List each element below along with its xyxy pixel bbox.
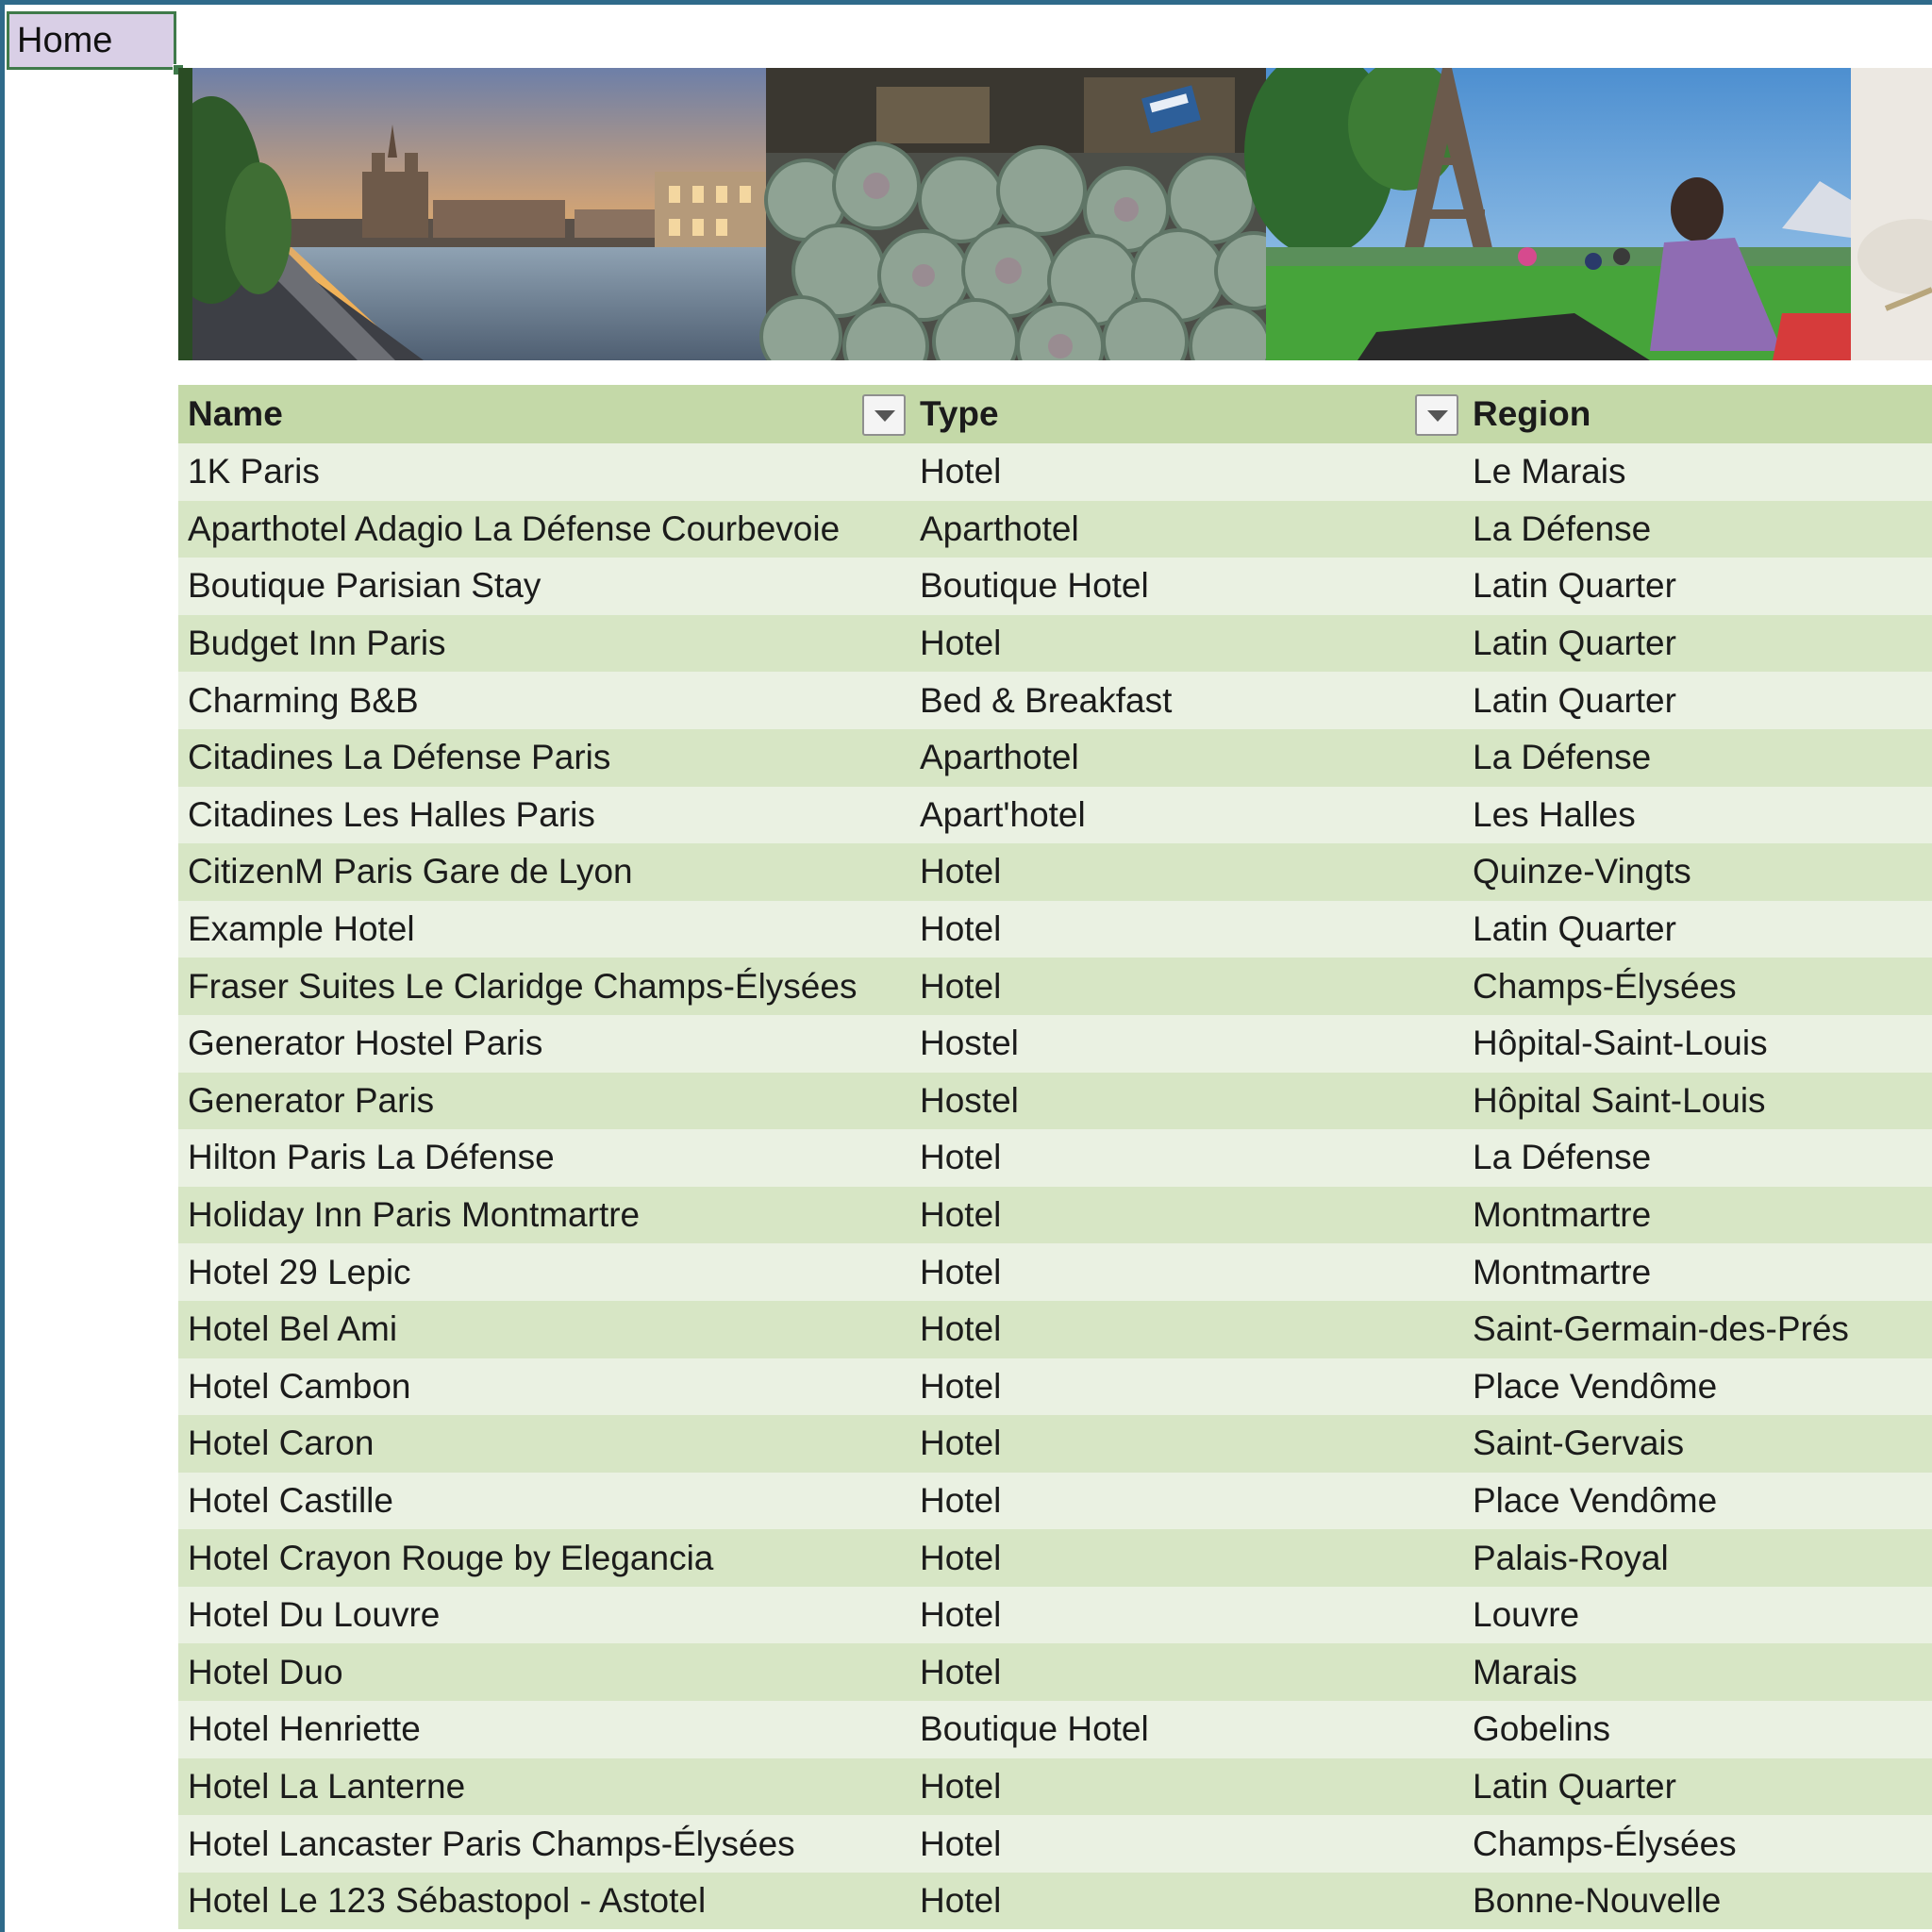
header-name: Name (188, 394, 283, 433)
cell-region[interactable]: Place Vendôme (1473, 1480, 1718, 1520)
cell-type[interactable]: Hostel (920, 1080, 1019, 1120)
table-row[interactable] (178, 1358, 1932, 1416)
table-body (178, 443, 1932, 1929)
cell-type[interactable]: Aparthotel (920, 508, 1079, 548)
table-row[interactable] (178, 901, 1932, 958)
cell-region[interactable]: Montmartre (1473, 1252, 1652, 1291)
table-row[interactable] (178, 443, 1932, 501)
cell-name[interactable]: Hotel Castille (188, 1480, 393, 1520)
cell-region[interactable]: La Défense (1473, 508, 1652, 548)
cell-type[interactable]: Hotel (920, 966, 1002, 1006)
table-row[interactable] (178, 1301, 1932, 1358)
table-row[interactable] (178, 1643, 1932, 1701)
cell-type[interactable]: Hotel (920, 1480, 1002, 1520)
table-row[interactable] (178, 1015, 1932, 1073)
cell-name[interactable]: Hotel Caron (188, 1424, 375, 1463)
cell-type[interactable]: Apart'hotel (920, 794, 1086, 834)
cell-region[interactable]: Champs-Élysées (1473, 1824, 1737, 1863)
cell-name[interactable]: Hotel Cambon (188, 1366, 411, 1406)
table-row[interactable] (178, 1587, 1932, 1644)
cell-type[interactable]: Hotel (920, 1424, 1002, 1463)
cell-type[interactable]: Hotel (920, 1824, 1002, 1863)
table-row[interactable] (178, 1758, 1932, 1816)
cell-region[interactable]: Gobelins (1473, 1709, 1611, 1749)
cell-type[interactable]: Hotel (920, 1595, 1002, 1635)
cell-name[interactable]: Example Hotel (188, 909, 415, 949)
cell-region[interactable]: Bonne-Nouvelle (1473, 1881, 1722, 1921)
cell-region[interactable]: Marais (1473, 1652, 1578, 1691)
cell-name[interactable]: Holiday Inn Paris Montmartre (188, 1195, 641, 1235)
cell-name[interactable]: Charming B&B (188, 680, 419, 720)
home-cell[interactable] (7, 11, 176, 70)
cell-type[interactable]: Hotel (920, 1309, 1002, 1349)
cell-name[interactable]: Citadines Les Halles Paris (188, 794, 595, 834)
cell-region[interactable]: Montmartre (1473, 1195, 1652, 1235)
seine-notre-dame-sunset-photo (178, 68, 766, 360)
cell-region[interactable]: Saint-Gervais (1473, 1424, 1685, 1463)
frame-border-left (0, 0, 5, 1932)
cell-name[interactable]: Hotel Du Louvre (188, 1595, 441, 1635)
cell-region[interactable]: Saint-Germain-des-Prés (1473, 1309, 1849, 1349)
cell-name[interactable]: Hotel La Lanterne (188, 1766, 466, 1806)
cell-region[interactable]: Champs-Élysées (1473, 966, 1737, 1006)
banner-images (178, 68, 1932, 360)
cell-type[interactable]: Hotel (920, 909, 1002, 949)
cell-type[interactable]: Bed & Breakfast (920, 680, 1173, 720)
cell-type[interactable]: Hotel (920, 1652, 1002, 1691)
artichokes-market-photo (761, 68, 1291, 360)
table-row[interactable] (178, 1873, 1932, 1930)
cell-name[interactable]: Generator Paris (188, 1080, 435, 1120)
cell-type[interactable]: Hotel (920, 1881, 1002, 1921)
cell-name[interactable]: Aparthotel Adagio La Défense Courbevoie (188, 508, 841, 548)
cell-region[interactable]: Place Vendôme (1473, 1366, 1718, 1406)
cell-region[interactable]: Latin Quarter (1473, 1766, 1676, 1806)
cell-name[interactable]: 1K Paris (188, 452, 320, 491)
cell-name[interactable]: CitizenM Paris Gare de Lyon (188, 852, 633, 891)
cell-region[interactable]: Les Halles (1473, 794, 1636, 834)
partial-photo (1851, 68, 1932, 360)
cell-region[interactable]: Latin Quarter (1473, 680, 1676, 720)
table-row[interactable] (178, 958, 1932, 1015)
cell-region[interactable]: Latin Quarter (1473, 624, 1676, 663)
table-row[interactable] (178, 1243, 1932, 1301)
cell-name[interactable]: Hotel Lancaster Paris Champs-Élysées (188, 1824, 795, 1863)
header-region: Region (1473, 394, 1591, 433)
cell-name[interactable]: Hotel Bel Ami (188, 1309, 398, 1349)
cell-region[interactable]: Quinze-Vingts (1473, 852, 1691, 891)
cell-region[interactable]: La Défense (1473, 738, 1652, 777)
table-row[interactable] (178, 672, 1932, 729)
cell-type[interactable]: Hotel (920, 624, 1002, 663)
table-row[interactable] (178, 729, 1932, 787)
table-row[interactable] (178, 501, 1932, 558)
eiffel-tower-picnic-photo (1244, 68, 1851, 360)
cell-region[interactable]: Hôpital Saint-Louis (1473, 1080, 1766, 1120)
cell-name[interactable]: Budget Inn Paris (188, 624, 446, 663)
filter-dropdown-name[interactable] (862, 394, 906, 436)
cell-name[interactable]: Generator Hostel Paris (188, 1024, 543, 1063)
header-type: Type (920, 394, 999, 433)
cell-type[interactable]: Aparthotel (920, 738, 1079, 777)
cell-name[interactable]: Hotel Le 123 Sébastopol - Astotel (188, 1881, 707, 1921)
cell-name[interactable]: Hotel 29 Lepic (188, 1252, 411, 1291)
cell-type[interactable]: Hotel (920, 1538, 1002, 1577)
cell-type[interactable]: Boutique Hotel (920, 566, 1149, 606)
table-row[interactable] (178, 1187, 1932, 1244)
table-row[interactable] (178, 1529, 1932, 1587)
table-row[interactable] (178, 1415, 1932, 1473)
cell-name[interactable]: Hotel Crayon Rouge by Elegancia (188, 1538, 714, 1577)
cell-region[interactable]: Latin Quarter (1473, 909, 1676, 949)
home-cell-label: Home (17, 20, 113, 60)
frame-border-top (0, 0, 1932, 5)
cell-type[interactable]: Hotel (920, 1138, 1002, 1177)
cell-name[interactable]: Hilton Paris La Défense (188, 1138, 555, 1177)
cell-name[interactable]: Boutique Parisian Stay (188, 566, 541, 606)
cell-type[interactable]: Hotel (920, 452, 1002, 491)
table-header-row (178, 385, 1932, 443)
cell-type[interactable]: Hotel (920, 1252, 1002, 1291)
cell-type[interactable]: Hotel (920, 1766, 1002, 1806)
cell-region[interactable]: La Défense (1473, 1138, 1652, 1177)
table-row[interactable] (178, 787, 1932, 844)
cell-region[interactable]: Palais-Royal (1473, 1538, 1669, 1577)
hotels-table (178, 385, 1932, 1929)
table-row[interactable] (178, 1129, 1932, 1187)
cell-type[interactable]: Hotel (920, 1195, 1002, 1235)
cell-type[interactable]: Boutique Hotel (920, 1709, 1149, 1749)
table-row[interactable] (178, 1073, 1932, 1130)
cell-name[interactable]: Hotel Henriette (188, 1709, 421, 1749)
cell-name[interactable]: Fraser Suites Le Claridge Champs-Élysées (188, 966, 858, 1006)
filter-dropdown-type[interactable] (1415, 394, 1458, 436)
table-row[interactable] (178, 1473, 1932, 1530)
table-row[interactable] (178, 1815, 1932, 1873)
cell-type[interactable]: Hotel (920, 852, 1002, 891)
cell-name[interactable]: Hotel Duo (188, 1652, 343, 1691)
cell-region[interactable]: Hôpital-Saint-Louis (1473, 1024, 1768, 1063)
cell-region[interactable]: Louvre (1473, 1595, 1580, 1635)
cell-region[interactable]: Latin Quarter (1473, 566, 1676, 606)
table-row[interactable] (178, 843, 1932, 901)
cell-region[interactable]: Le Marais (1473, 452, 1626, 491)
table-row[interactable] (178, 558, 1932, 615)
cell-type[interactable]: Hostel (920, 1024, 1019, 1063)
cell-name[interactable]: Citadines La Défense Paris (188, 738, 611, 777)
cell-type[interactable]: Hotel (920, 1366, 1002, 1406)
table-row[interactable] (178, 615, 1932, 673)
table-row[interactable] (178, 1701, 1932, 1758)
